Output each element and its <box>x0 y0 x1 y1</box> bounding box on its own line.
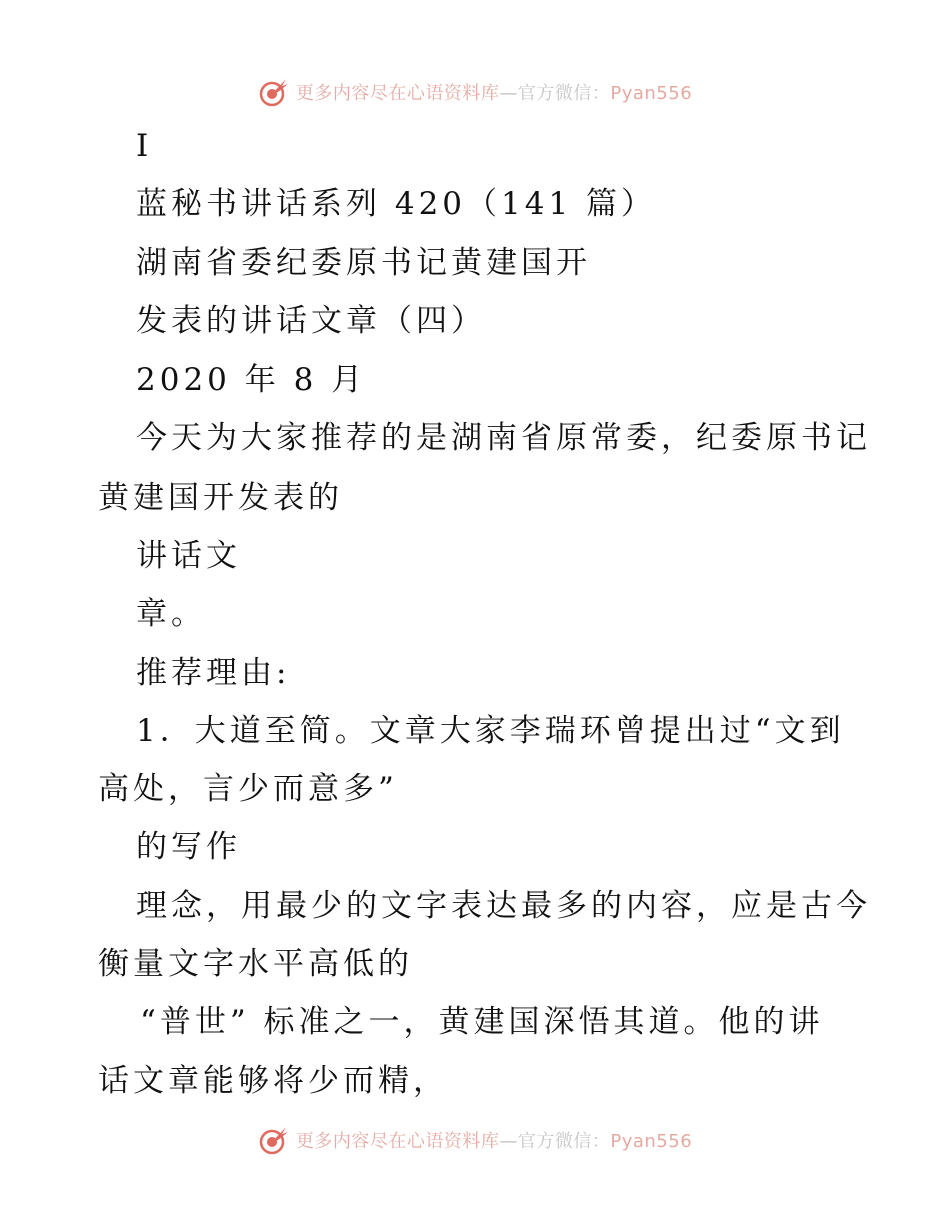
text-line: 2020 年 8 月 <box>136 362 367 398</box>
text-line: 今天为大家推荐的是湖南省原常委，纪委原书记 <box>136 420 871 456</box>
feather-logo-icon <box>258 76 290 108</box>
text-line: 黄建国开发表的 <box>98 480 343 516</box>
text-line: 蓝秘书讲话系列 420（141 篇） <box>136 186 657 222</box>
watermark-wechat-label: 官方微信： <box>517 83 611 104</box>
watermark-wechat-id: Pyan556 <box>610 83 693 104</box>
watermark-text <box>296 79 692 105</box>
footer-watermark <box>0 1120 950 1160</box>
watermark-wechat-label: 官方微信： <box>517 1131 611 1152</box>
text-line: 话文章能够将少而精， <box>98 1063 448 1099</box>
text-line: 章。 <box>136 596 206 632</box>
text-line: 高处，言少而意多” <box>98 771 398 807</box>
text-line: 湖南省委纪委原书记黄建国开 <box>136 245 591 281</box>
text-line: 衡量文字水平高低的 <box>98 946 413 982</box>
text-line: 发表的讲话文章（四） <box>136 303 486 339</box>
watermark-brand: 更多内容尽在心语资料库 <box>295 83 500 104</box>
text-line: 推荐理由: <box>136 655 291 691</box>
text-line: I <box>136 128 153 164</box>
text-line: 讲话文 <box>136 538 241 574</box>
text-line: 的写作 <box>136 829 241 865</box>
text-line: “普世” 标准之一，黄建国深悟其道。他的讲 <box>140 1004 824 1040</box>
text-line: 1．大道至简。文章大家李瑞环曾提出过“文到 <box>136 713 845 749</box>
header-watermark <box>0 72 950 112</box>
watermark-dash: — <box>499 1131 518 1152</box>
feather-logo-icon <box>258 1124 290 1156</box>
watermark-text <box>296 1127 692 1153</box>
watermark-wechat-id: Pyan556 <box>610 1131 693 1152</box>
watermark-dash: — <box>499 83 518 104</box>
watermark-brand: 更多内容尽在心语资料库 <box>295 1131 500 1152</box>
text-line: 理念，用最少的文字表达最多的内容，应是古今 <box>136 888 871 924</box>
